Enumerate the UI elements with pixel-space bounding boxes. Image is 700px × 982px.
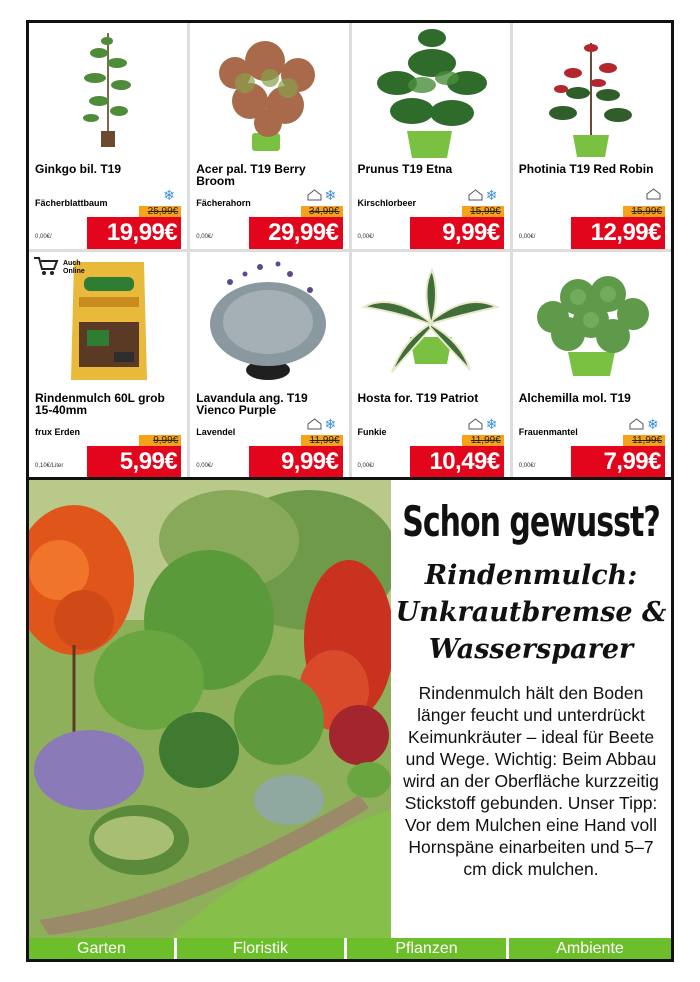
unit-price: 0,00€/ [196,234,213,240]
snow-icon: ❄ [324,187,337,203]
info-body-text: Rindenmulch hält den Boden länger feucht und unterdrückt Keimunkräuter – ideal für Beete und Wege. Wichtig: Beim Abbau wird an der Oberfläche kurzzeitig Stickstoff gebunden. Unser Tipp: Vor dem Mulchen eine Hand voll Hornspäne einarbeiten und 5–7 cm dick mulchen. [403,683,659,879]
snow-icon: ❄ [163,187,175,203]
house-icon [468,418,483,430]
unit-price: 0,00€/ [35,234,52,240]
unit-price: 0,00€/ [357,462,375,469]
price-tag: 5,99€ [87,446,181,478]
old-price: 11,99€ [623,435,665,447]
snow-icon: ❄ [485,187,498,203]
unit-price: 0,00€/ [196,462,213,469]
product-name: Ginkgo bil. T19 [35,162,122,176]
footer-tab-floristik[interactable]: Floristik [177,938,347,959]
price-tag: 9,99€ [249,446,343,478]
info-subhead-line-3: Wassersparer [428,634,634,665]
snow-icon: ❄ [324,415,337,432]
price-tag: 12,99€ [571,217,665,249]
footer-tab-pflanzen[interactable]: Pflanzen [347,938,509,959]
product-image-lavender [190,252,347,388]
price-tag: 19,99€ [87,217,181,249]
product-subtitle: Lavendel [196,426,236,437]
product-marks [163,188,177,202]
product-subtitle: Frauenmantel [518,426,578,437]
product-name: Acer pal. T19 Berry Broom [196,162,306,188]
product-name: Photinia T19 Red Robin [518,162,654,176]
unit-price: 0,00€/ [357,234,375,240]
product-card-photinia[interactable] [513,23,671,249]
old-price: 15,99€ [462,206,504,218]
snow-icon: ❄ [647,415,659,432]
info-subhead-line-1: Rindenmulch: [424,560,638,591]
product-marks [468,417,500,431]
product-name: Alchemilla mol. T19 [518,390,631,405]
footer-tab-ambiente[interactable]: Ambiente [509,938,671,959]
product-name: Lavandula ang. T19 Vienco Purple [196,390,308,417]
product-card-rindenmulch[interactable] [29,252,187,478]
footer-tab-garten[interactable]: Garten [29,938,177,959]
product-name: Hosta for. T19 Patriot [357,390,479,405]
old-price: 11,99€ [301,435,343,447]
product-image-ginkgo [29,23,186,159]
product-marks [468,188,500,202]
house-icon [646,188,661,200]
garden-illustration [29,480,391,938]
unit-price: 0,10€/Liter [35,462,64,469]
old-price: 15,99€ [623,206,665,218]
house-icon [307,189,322,201]
unit-price: 0,00€/ [518,462,536,469]
product-marks [307,188,339,202]
old-price: 11,99€ [462,435,504,447]
product-card-prunus[interactable] [352,23,510,249]
unit-price: 0,00€/ [518,234,536,240]
product-subtitle: Funkie [357,426,387,437]
house-icon [629,418,644,430]
old-price: 34,99€ [301,206,343,218]
product-subtitle: Fächerblattbaum [35,198,108,208]
product-image-prunus [352,23,509,159]
snow-icon: ❄ [485,415,498,432]
online-label: Auch Online [63,259,85,275]
product-subtitle: Kirschlorbeer [357,198,417,208]
product-image-photinia [513,23,670,159]
product-card-alchemilla[interactable] [513,252,671,478]
price-tag: 7,99€ [571,446,665,478]
price-tag: 29,99€ [249,217,343,249]
old-price: 9,99€ [139,435,181,447]
price-tag: 10,49€ [410,446,504,478]
product-card-lavandula[interactable] [190,252,348,478]
product-card-ginkgo[interactable] [29,23,187,249]
product-subtitle: frux Erden [35,426,81,437]
product-image-acer [190,23,347,159]
info-subhead [391,557,671,668]
info-headline: Schon gewusst? [402,498,660,547]
product-name: Prunus T19 Etna [357,162,453,176]
info-section [29,480,671,938]
online-cart-icon [32,255,64,285]
product-card-hosta[interactable] [352,252,510,478]
house-icon [307,418,322,430]
price-tag: 9,99€ [410,217,504,249]
product-marks [629,417,661,431]
product-subtitle: Fächerahorn [196,198,251,208]
product-grid [29,23,671,477]
product-image-hosta [352,252,509,388]
footer-nav [29,938,671,959]
house-icon [468,189,483,201]
product-name: Rindenmulch 60L grob 15-40mm [35,390,165,417]
info-subhead-line-2: Unkrautbremse & [395,597,667,628]
product-card-acer[interactable] [190,23,348,249]
info-textbox [391,480,671,938]
product-marks [307,417,339,431]
product-marks [646,188,661,200]
product-image-alchemilla [513,252,670,388]
old-price: 25,99€ [139,206,181,218]
page-frame [26,20,674,962]
